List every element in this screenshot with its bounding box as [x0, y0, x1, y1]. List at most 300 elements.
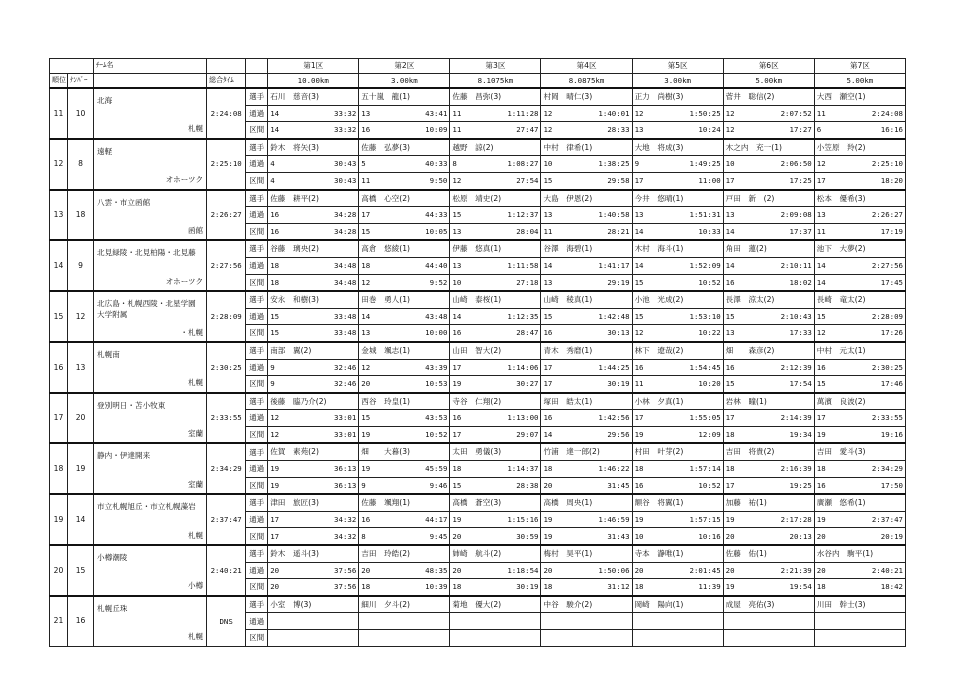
row-kind-label: 通過 — [246, 461, 268, 478]
section-rank: 11 — [450, 122, 483, 139]
pass-time: 1:15:16 — [483, 511, 541, 528]
team-rank: 19 — [50, 494, 68, 545]
team-cell — [94, 240, 207, 291]
runner-name: 小池 光成(2) — [632, 291, 723, 308]
pass-rank: 16 — [450, 410, 483, 427]
section-rank: 14 — [814, 274, 847, 291]
pass-time — [847, 613, 905, 630]
section-time: 10:22 — [665, 325, 723, 342]
section-time: 27:54 — [483, 172, 541, 189]
pass-time: 40:33 — [392, 156, 450, 173]
pass-rank: 14 — [723, 257, 756, 274]
section-rank: 16 — [450, 325, 483, 342]
rank-header: 順位 — [50, 73, 68, 88]
pass-time — [301, 613, 359, 630]
team-total-time: 2:27:56 — [207, 240, 246, 291]
section-rank: 19 — [814, 426, 847, 443]
team-total-time: DNS — [207, 596, 246, 646]
row-kind-label: 通過 — [246, 410, 268, 427]
team-rank: 21 — [50, 596, 68, 646]
pass-rank — [268, 613, 301, 630]
pass-rank: 17 — [632, 410, 665, 427]
pass-time: 44:40 — [392, 257, 450, 274]
team-number: 15 — [68, 545, 94, 596]
runner-name: 吉田 将貴(2) — [723, 443, 814, 460]
pass-time: 1:46:59 — [574, 511, 632, 528]
runner-name: 佐藤 耕平(2) — [268, 190, 359, 207]
header-blank — [68, 59, 94, 74]
section-time: 28:33 — [574, 122, 632, 139]
row-kind-label: 区間 — [246, 223, 268, 240]
pass-time: 1:40:58 — [574, 207, 632, 224]
pass-rank: 13 — [814, 207, 847, 224]
pass-rank: 13 — [632, 207, 665, 224]
section-rank: 9 — [359, 477, 392, 494]
pass-time: 2:26:27 — [847, 207, 905, 224]
row-kind-label: 通過 — [246, 359, 268, 376]
section-rank: 19 — [268, 477, 301, 494]
row-kind-label: 選手 — [246, 88, 268, 105]
runner-name: 中村 元太(1) — [814, 342, 905, 359]
pass-rank: 16 — [814, 359, 847, 376]
section-rank: 19 — [541, 528, 574, 545]
section-rank: 16 — [541, 325, 574, 342]
runner-name: 小笠原 羚(2) — [814, 139, 905, 156]
section-rank: 4 — [268, 172, 301, 189]
team-number: 13 — [68, 342, 94, 393]
team-rank: 12 — [50, 139, 68, 190]
section-rank: 17 — [723, 172, 756, 189]
section-rank: 11 — [541, 223, 574, 240]
pass-time: 1:51:31 — [665, 207, 723, 224]
team-name: 八雲・市立函館 — [97, 197, 151, 207]
pass-time: 1:38:25 — [574, 156, 632, 173]
pass-rank: 12 — [541, 105, 574, 122]
runner-name: 小室 博(3) — [268, 596, 359, 613]
section-time: 10:53 — [392, 376, 450, 393]
pass-rank: 16 — [723, 359, 756, 376]
section-rank: 12 — [359, 274, 392, 291]
section-time: 33:48 — [301, 325, 359, 342]
section-time — [483, 630, 541, 647]
header-blank — [207, 59, 246, 74]
team-row — [50, 190, 906, 207]
pass-rank: 9 — [632, 156, 665, 173]
pass-time: 1:53:10 — [665, 308, 723, 325]
runner-name: 高橋 蒼空(3) — [450, 494, 541, 511]
pass-rank: 19 — [268, 461, 301, 478]
pass-time: 2:33:55 — [847, 410, 905, 427]
section-time: 30:43 — [301, 172, 359, 189]
team-number: 10 — [68, 88, 94, 139]
pass-time: 33:32 — [301, 105, 359, 122]
section-time: 19:25 — [756, 477, 814, 494]
pass-rank — [359, 613, 392, 630]
team-number: 8 — [68, 139, 94, 190]
pass-time: 2:40:21 — [847, 562, 905, 579]
runner-name: 佐賀 素苑(2) — [268, 443, 359, 460]
team-name: 市立札幌旭丘・市立札幌藻岩 — [97, 502, 196, 512]
runner-name: 寺本 瀞唯(1) — [632, 545, 723, 562]
team-cell — [94, 596, 207, 646]
team-cell — [94, 190, 207, 241]
header-row-1 — [50, 59, 906, 74]
section-time: 17:46 — [847, 376, 905, 393]
leg-4-header: 第4区 — [541, 59, 632, 74]
pass-time: 37:56 — [301, 562, 359, 579]
runner-name: 畑 森彦(2) — [723, 342, 814, 359]
section-rank: 16 — [268, 223, 301, 240]
section-time: 10:16 — [665, 528, 723, 545]
section-time: 20:19 — [847, 528, 905, 545]
pass-rank: 5 — [359, 156, 392, 173]
row-kind-label: 選手 — [246, 342, 268, 359]
section-time: 11:39 — [665, 579, 723, 596]
runner-name: 松本 優希(3) — [814, 190, 905, 207]
section-time: 10:52 — [665, 274, 723, 291]
pass-rank: 12 — [632, 105, 665, 122]
team-rank: 18 — [50, 443, 68, 494]
section-time: 28:47 — [483, 325, 541, 342]
header-row-2 — [50, 73, 906, 88]
pass-rank — [814, 613, 847, 630]
pass-rank: 12 — [814, 156, 847, 173]
row-kind-label: 区間 — [246, 477, 268, 494]
section-rank: 12 — [632, 325, 665, 342]
team-cell — [94, 393, 207, 444]
pass-time: 30:43 — [301, 156, 359, 173]
pass-rank: 15 — [632, 308, 665, 325]
section-time — [392, 630, 450, 647]
section-time: 18:02 — [756, 274, 814, 291]
runner-name: 大島 伊恩(2) — [541, 190, 632, 207]
section-rank: 10 — [450, 274, 483, 291]
pass-rank: 20 — [268, 562, 301, 579]
pass-rank: 12 — [359, 359, 392, 376]
section-rank: 11 — [359, 172, 392, 189]
runner-name: 水谷内 駒平(1) — [814, 545, 905, 562]
pass-time: 1:08:27 — [483, 156, 541, 173]
runner-name: 山崎 泰桜(1) — [450, 291, 541, 308]
section-time: 10:33 — [665, 223, 723, 240]
section-time: 30:19 — [574, 376, 632, 393]
row-kind-label: 通過 — [246, 613, 268, 630]
section-time: 10:39 — [392, 579, 450, 596]
pass-rank: 16 — [541, 410, 574, 427]
team-row — [50, 291, 906, 308]
runner-name: 廣瀬 悠希(1) — [814, 494, 905, 511]
section-time: 31:43 — [574, 528, 632, 545]
pass-time: 43:48 — [392, 308, 450, 325]
pass-time: 1:55:05 — [665, 410, 723, 427]
row-kind-label: 選手 — [246, 291, 268, 308]
team-cell-content — [94, 546, 206, 593]
runner-name: 伊藤 悠真(1) — [450, 240, 541, 257]
section-time: 34:48 — [301, 274, 359, 291]
team-cell — [94, 88, 207, 139]
section-time — [847, 630, 905, 647]
pass-time: 2:27:56 — [847, 257, 905, 274]
pass-time — [574, 613, 632, 630]
pass-rank: 15 — [541, 308, 574, 325]
team-rank: 17 — [50, 393, 68, 444]
runner-name: 太田 勇儀(3) — [450, 443, 541, 460]
row-kind-label: 区間 — [246, 426, 268, 443]
runner-name: 谷澤 海碧(1) — [541, 240, 632, 257]
section-rank: 18 — [632, 579, 665, 596]
team-name: 登別明日・苫小牧東 — [97, 400, 166, 410]
pass-time: 1:46:22 — [574, 461, 632, 478]
team-cell-content — [94, 89, 206, 136]
leg-5-header: 第5区 — [632, 59, 723, 74]
runner-name: 佐藤 弘夢(3) — [359, 139, 450, 156]
leg-5-distance: 3.00km — [632, 73, 723, 88]
row-kind-label: 区間 — [246, 122, 268, 139]
row-kind-label: 区間 — [246, 325, 268, 342]
section-rank: 18 — [359, 579, 392, 596]
team-total-time: 2:24:08 — [207, 88, 246, 139]
pass-rank: 15 — [450, 207, 483, 224]
row-kind-label: 選手 — [246, 494, 268, 511]
section-rank: 13 — [359, 325, 392, 342]
row-kind-label: 選手 — [246, 443, 268, 460]
section-rank: 19 — [632, 426, 665, 443]
pass-rank: 18 — [450, 461, 483, 478]
team-total-time: 2:25:10 — [207, 139, 246, 190]
runner-name: 高橋 心空(2) — [359, 190, 450, 207]
runner-name: 姉崎 航斗(2) — [450, 545, 541, 562]
team-cell — [94, 494, 207, 545]
section-time: 28:38 — [483, 477, 541, 494]
team-region: 札幌 — [187, 530, 204, 540]
section-time: 10:24 — [665, 122, 723, 139]
team-rank: 16 — [50, 342, 68, 393]
pass-time: 34:28 — [301, 207, 359, 224]
section-time: 30:59 — [483, 528, 541, 545]
team-cell-content — [94, 343, 206, 390]
pass-time: 34:48 — [301, 257, 359, 274]
runner-name: 金城 颯志(1) — [359, 342, 450, 359]
section-rank: 13 — [541, 274, 574, 291]
pass-rank: 9 — [268, 359, 301, 376]
section-rank: 9 — [268, 376, 301, 393]
pass-rank: 17 — [359, 207, 392, 224]
pass-time: 2:14:39 — [756, 410, 814, 427]
pass-rank: 12 — [268, 410, 301, 427]
runner-name: 戸田 新 (2) — [723, 190, 814, 207]
team-total-time: 2:28:09 — [207, 291, 246, 342]
pass-rank — [450, 613, 483, 630]
team-total-time: 2:30:25 — [207, 342, 246, 393]
team-cell — [94, 139, 207, 190]
pass-rank: 13 — [359, 105, 392, 122]
row-kind-label: 通過 — [246, 156, 268, 173]
team-row — [50, 596, 906, 613]
pass-time: 33:48 — [301, 308, 359, 325]
section-time: 17:19 — [847, 223, 905, 240]
pass-time: 48:35 — [392, 562, 450, 579]
pass-rank: 18 — [359, 257, 392, 274]
pass-rank — [723, 613, 756, 630]
pass-rank: 20 — [450, 562, 483, 579]
section-rank: 15 — [632, 274, 665, 291]
team-number: 9 — [68, 240, 94, 291]
pass-rank: 20 — [632, 562, 665, 579]
team-cell-content — [94, 444, 206, 491]
leg-7-distance: 5.00km — [814, 73, 905, 88]
team-cell — [94, 291, 207, 342]
pass-rank: 11 — [450, 105, 483, 122]
runner-name: 石川 慈音(3) — [268, 88, 359, 105]
runner-name: 鈴木 将矢(3) — [268, 139, 359, 156]
section-rank: 20 — [359, 376, 392, 393]
section-time: 17:45 — [847, 274, 905, 291]
section-rank: 12 — [450, 172, 483, 189]
runner-name: 加藤 祐(1) — [723, 494, 814, 511]
section-time: 28:21 — [574, 223, 632, 240]
number-header: ﾅﾝﾊﾞｰ — [68, 73, 94, 88]
team-cell — [94, 342, 207, 393]
section-rank: 15 — [723, 376, 756, 393]
runner-name: 萬濱 良波(2) — [814, 393, 905, 410]
pass-rank: 8 — [450, 156, 483, 173]
runner-name: 中谷 駿介(2) — [541, 596, 632, 613]
runner-name: 梅村 昊平(1) — [541, 545, 632, 562]
runner-name: 岡崎 陽向(1) — [632, 596, 723, 613]
section-time: 17:50 — [847, 477, 905, 494]
section-rank: 17 — [450, 426, 483, 443]
pass-rank: 15 — [359, 410, 392, 427]
team-region: オホーツク — [165, 175, 204, 185]
team-region: オホーツク — [165, 276, 204, 286]
pass-rank: 17 — [268, 511, 301, 528]
runner-name: 木之内 充一(1) — [723, 139, 814, 156]
section-rank: 17 — [268, 528, 301, 545]
row-kind-label: 区間 — [246, 630, 268, 647]
runner-name: 村田 叶芽(2) — [632, 443, 723, 460]
team-region: 札幌 — [187, 632, 204, 642]
section-rank: 18 — [814, 579, 847, 596]
pass-time: 1:42:48 — [574, 308, 632, 325]
section-rank: 13 — [632, 122, 665, 139]
section-time: 18:42 — [847, 579, 905, 596]
section-rank: 14 — [723, 223, 756, 240]
row-kind-label: 選手 — [246, 240, 268, 257]
runner-name: 額谷 将翼(1) — [632, 494, 723, 511]
leg-7-header: 第7区 — [814, 59, 905, 74]
runner-name: 青木 秀磨(1) — [541, 342, 632, 359]
pass-time: 1:12:37 — [483, 207, 541, 224]
section-rank: 18 — [268, 274, 301, 291]
row-kind-label: 通過 — [246, 257, 268, 274]
pass-rank: 13 — [723, 207, 756, 224]
runner-name: 竹浦 達一郎(2) — [541, 443, 632, 460]
pass-time: 2:28:09 — [847, 308, 905, 325]
header-blank — [246, 59, 268, 74]
section-time: 28:04 — [483, 223, 541, 240]
runner-name: 佐藤 颯翔(1) — [359, 494, 450, 511]
runner-name: 林下 遼哉(2) — [632, 342, 723, 359]
section-rank: 20 — [541, 477, 574, 494]
section-time: 31:45 — [574, 477, 632, 494]
section-time: 37:56 — [301, 579, 359, 596]
row-kind-label: 選手 — [246, 545, 268, 562]
runner-name: 寺谷 仁翔(2) — [450, 393, 541, 410]
pass-rank: 19 — [632, 511, 665, 528]
pass-rank: 16 — [268, 207, 301, 224]
runner-name: 谷藤 璃央(2) — [268, 240, 359, 257]
team-number: 20 — [68, 393, 94, 444]
row-kind-label: 区間 — [246, 528, 268, 545]
section-rank: 16 — [359, 122, 392, 139]
pass-time: 1:42:56 — [574, 410, 632, 427]
runner-name: 松原 靖史(2) — [450, 190, 541, 207]
pass-rank: 18 — [814, 461, 847, 478]
leg-4-distance: 8.0875km — [541, 73, 632, 88]
section-time — [756, 630, 814, 647]
section-rank — [541, 630, 574, 647]
section-rank: 14 — [632, 223, 665, 240]
pass-time: 1:14:37 — [483, 461, 541, 478]
pass-rank: 14 — [541, 257, 574, 274]
header-blank — [50, 59, 68, 74]
section-time: 9:50 — [392, 172, 450, 189]
team-row — [50, 240, 906, 257]
team-region: 小樽 — [187, 581, 204, 591]
pass-rank: 19 — [723, 511, 756, 528]
team-cell-content — [94, 597, 206, 644]
runner-name: 安永 和樹(3) — [268, 291, 359, 308]
leg-3-header: 第3区 — [450, 59, 541, 74]
section-rank — [723, 630, 756, 647]
section-rank: 14 — [268, 122, 301, 139]
section-time: 30:19 — [483, 579, 541, 596]
team-rank: 20 — [50, 545, 68, 596]
leg-6-distance: 5.00km — [723, 73, 814, 88]
section-time: 19:34 — [756, 426, 814, 443]
runner-name: 池下 大夢(2) — [814, 240, 905, 257]
pass-time: 2:34:29 — [847, 461, 905, 478]
runner-name: 川田 幹士(3) — [814, 596, 905, 613]
row-kind-label: 通過 — [246, 511, 268, 528]
team-total-time: 2:37:47 — [207, 494, 246, 545]
pass-time: 2:10:11 — [756, 257, 814, 274]
section-time: 17:27 — [756, 122, 814, 139]
section-time: 12:09 — [665, 426, 723, 443]
section-time: 17:54 — [756, 376, 814, 393]
section-rank: 13 — [723, 325, 756, 342]
team-cell-content — [94, 241, 206, 288]
pass-rank: 18 — [541, 461, 574, 478]
runner-name: 吉田 愛斗(3) — [814, 443, 905, 460]
runner-name: 小林 夕真(1) — [632, 393, 723, 410]
pass-time: 1:11:28 — [483, 105, 541, 122]
team-cell-content — [94, 191, 206, 238]
team-name: 遠軽 — [97, 146, 113, 156]
pass-time: 1:49:25 — [665, 156, 723, 173]
total-header: 総合ﾀｲﾑ — [207, 73, 246, 88]
team-total-time: 2:40:21 — [207, 545, 246, 596]
section-time: 17:26 — [847, 325, 905, 342]
pass-rank: 18 — [632, 461, 665, 478]
section-rank: 16 — [814, 477, 847, 494]
runner-name: 今井 悠晴(1) — [632, 190, 723, 207]
section-time: 9:46 — [392, 477, 450, 494]
team-name: 北海 — [97, 96, 113, 105]
pass-time: 1:44:25 — [574, 359, 632, 376]
pass-time: 2:21:39 — [756, 562, 814, 579]
section-time: 9:45 — [392, 528, 450, 545]
